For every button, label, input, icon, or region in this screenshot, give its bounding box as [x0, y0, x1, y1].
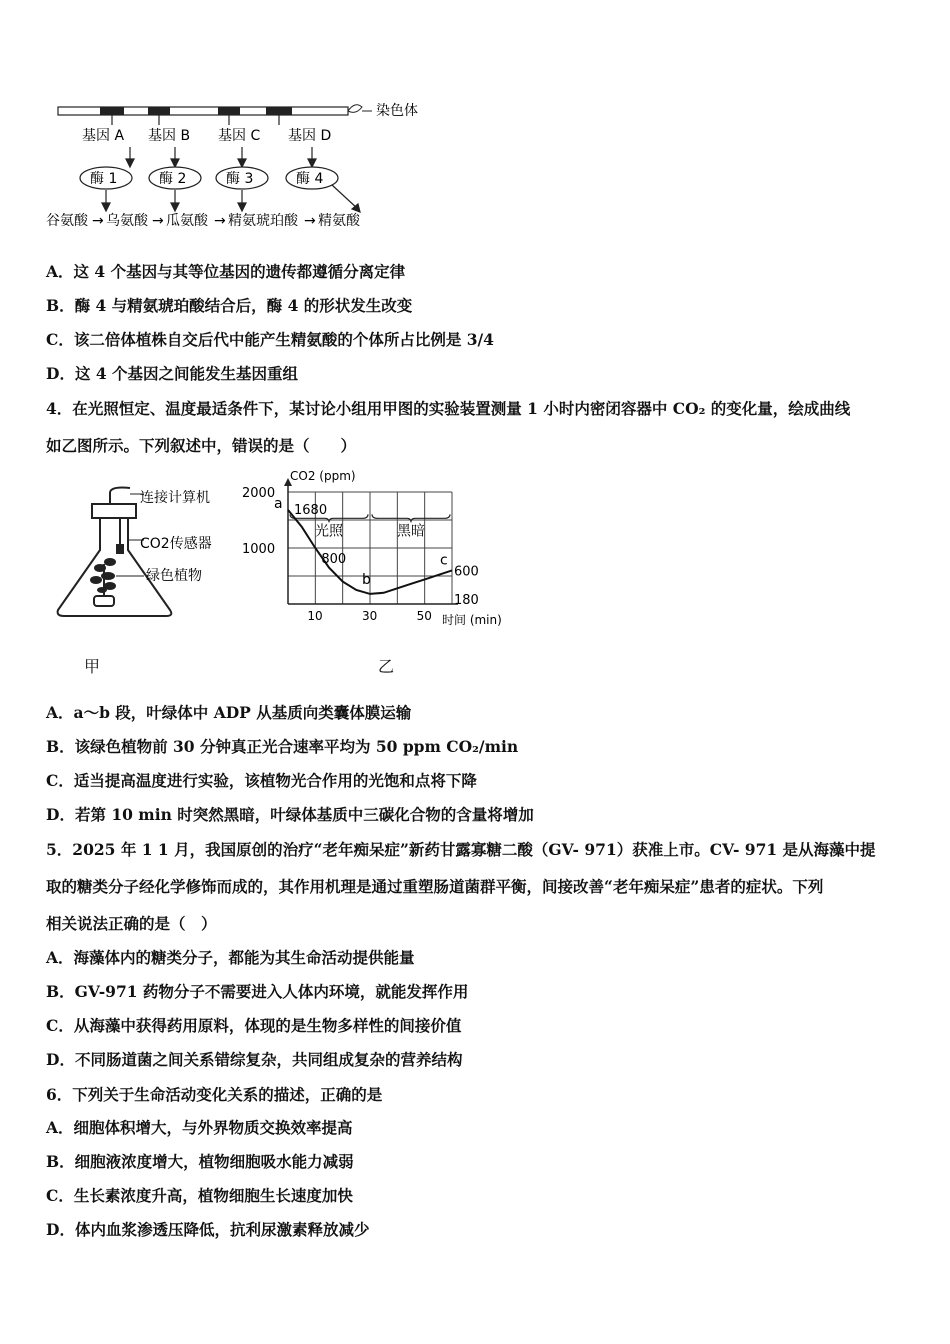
label-plant: 绿色植物 — [146, 568, 202, 584]
apparatus-diagram — [50, 480, 240, 640]
compound-label: 乌氨酸 — [106, 213, 148, 229]
gene-label: 基因 C — [218, 128, 261, 144]
q4-option: A．a～b 段，叶绿体中 ADP 从基质向类囊体膜运输 — [46, 703, 412, 722]
q5-stem: 5．2025 年 1 1 月，我国原创的治疗“老年痴呆症”新药甘露寡糖二酸（GV- 971）获准上市。CV- 971 是从海藻中提 — [46, 840, 876, 859]
q5-option: A．海藻体内的糖类分子，都能为其生命活动提供能量 — [46, 948, 415, 967]
y-axis-label: CO2 (ppm) — [290, 470, 356, 483]
co2-chart — [240, 470, 540, 640]
enzyme-label: 酶 2 — [159, 171, 187, 187]
q6-option: A．细胞体积增大，与外界物质交换效率提高 — [46, 1118, 353, 1137]
caption-yi: 乙 — [378, 657, 395, 676]
x-tick-label: 30 — [362, 609, 378, 623]
q4-stem: 4．在光照恒定、温度最适条件下，某讨论小组用甲图的实验装置测量 1 小时内密闭容器中 CO₂ 的变化量，绘成曲线 — [46, 399, 851, 418]
q3-option: A．这 4 个基因与其等位基因的遗传都遵循分离定律 — [46, 262, 406, 281]
q3-option: B．酶 4 与精氨琥珀酸结合后，酶 4 的形状发生改变 — [46, 296, 413, 315]
q5-stem: 取的糖类分子经化学修饰而成的，其作用机理是通过重塑肠道菌群平衡，间接改善“老年痴呆症”患者的症状。下列 — [46, 877, 824, 896]
arrow-glyph: → — [304, 213, 316, 229]
arrow-glyph: → — [152, 213, 164, 229]
q4-option: C．适当提高温度进行实验，该植物光合作用的光饱和点将下降 — [46, 771, 477, 790]
q6-stem: 6．下列关于生命活动变化关系的描述，正确的是 — [46, 1085, 383, 1104]
y-tick-label: 2000 — [242, 486, 276, 501]
enzyme-label: 酶 1 — [90, 171, 118, 187]
q5-option: D．不同肠道菌之间关系错综复杂，共同组成复杂的营养结构 — [46, 1050, 463, 1069]
q3-option: C．该二倍体植株自交后代中能产生精氨酸的个体所占比例是 3/4 — [46, 330, 494, 349]
value-annotation: 600 — [454, 564, 479, 580]
y-tick-label: 1000 — [242, 542, 276, 557]
region-label: 黑暗 — [397, 523, 425, 540]
q4-option: D．若第 10 min 时突然黑暗，叶绿体基质中三碳化合物的含量将增加 — [46, 805, 534, 824]
q3-option: D．这 4 个基因之间能发生基因重组 — [46, 364, 299, 383]
value-annotation: 800 — [321, 552, 347, 568]
q4-option: B．该绿色植物前 30 分钟真正光合速率平均为 50 ppm CO₂/min — [46, 737, 519, 756]
q5-option: C．从海藻中获得药用原料，体现的是生物多样性的间接价值 — [46, 1016, 462, 1035]
region-brace — [372, 514, 450, 522]
q6-option: D．体内血浆渗透压降低，抗利尿激素释放减少 — [46, 1220, 370, 1239]
q5-stem: 相关说法正确的是（ ） — [46, 914, 217, 933]
gene-pathway-diagram — [40, 95, 440, 235]
label-sensor: CO2传感器 — [140, 536, 212, 552]
x-tick-label: 50 — [416, 609, 432, 623]
q5-option: B．GV-971 药物分子不需要进入人体内环境，就能发挥作用 — [46, 982, 469, 1001]
arrow-glyph: → — [92, 213, 104, 229]
point-label: a — [274, 495, 283, 512]
enzyme-label: 酶 4 — [296, 171, 324, 187]
gene-label: 基因 B — [148, 128, 191, 144]
compound-label: 精氨琥珀酸 — [228, 213, 298, 229]
gene-label: 基因 A — [82, 128, 125, 144]
x-tick-label: 10 — [307, 609, 323, 623]
q6-option: C．生长素浓度升高，植物细胞生长速度加快 — [46, 1186, 353, 1205]
label-computer: 连接计算机 — [140, 490, 210, 506]
value-annotation: 1680 — [294, 502, 328, 518]
x-axis-label: 时间 (min) — [442, 613, 502, 627]
arrow-glyph: → — [214, 213, 226, 229]
caption-jia: 甲 — [84, 657, 101, 676]
point-label: c — [440, 552, 448, 569]
gene-label: 基因 D — [288, 128, 332, 144]
compound-label: 瓜氨酸 — [166, 213, 208, 229]
value-annotation: 180 — [454, 592, 479, 608]
chromosome-label: 染色体 — [376, 103, 418, 119]
compound-label: 谷氨酸 — [46, 213, 88, 229]
point-label: b — [362, 571, 371, 588]
q6-option: B．细胞液浓度增大，植物细胞吸水能力减弱 — [46, 1152, 354, 1171]
q4-stem: 如乙图所示。下列叙述中，错误的是（ ） — [46, 436, 357, 455]
enzyme-label: 酶 3 — [226, 171, 254, 187]
region-label: 光照 — [315, 523, 343, 540]
compound-label: 精氨酸 — [318, 213, 360, 229]
